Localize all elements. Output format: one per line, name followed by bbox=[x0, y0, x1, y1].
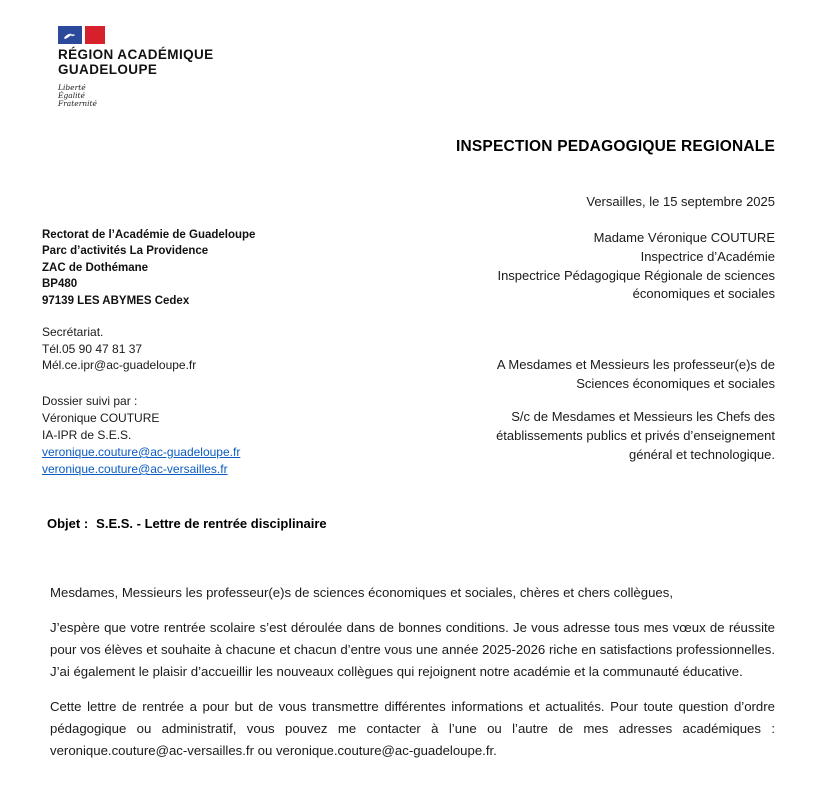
motto bbox=[58, 84, 214, 108]
letterhead bbox=[58, 26, 214, 108]
dossier-role: IA-IPR de S.E.S. bbox=[42, 428, 132, 442]
recipient-block bbox=[497, 229, 775, 304]
sender-address-block bbox=[42, 227, 255, 309]
flag-blue-block bbox=[58, 26, 82, 44]
addressee-block bbox=[497, 355, 775, 393]
secretariat-label: Secrétariat. bbox=[42, 325, 104, 339]
secretariat-block bbox=[42, 324, 196, 374]
marianne-flag-icon bbox=[58, 26, 105, 44]
body-paragraph-2: Cette lettre de rentrée a pour but de vous transmettre différentes informations et actualités. Pour toute question d’ordre pédagogique ou administratif, vous pouvez me contacter à l’une ou l’autre de mes adresses académiques : veronique.couture@ac-versailles.fr ou veronique.couture@ac-guadeloupe.fr. bbox=[50, 699, 775, 758]
sc-line: général et technologique. bbox=[628, 447, 775, 462]
sc-line: S/c de Mesdames et Messieurs les Chefs des bbox=[511, 409, 775, 424]
object-label: Objet : bbox=[47, 516, 89, 531]
sc-line: établissements publics et privés d’enseignement bbox=[496, 428, 775, 443]
recipient-line: économiques et sociales bbox=[632, 286, 775, 302]
sender-address-line: Parc d’activités La Providence bbox=[42, 245, 209, 258]
addressee-line: Sciences économiques et sociales bbox=[576, 376, 775, 391]
marianne-profile-icon bbox=[58, 26, 82, 44]
addressee-line: A Mesdames et Messieurs les professeur(e)s de bbox=[496, 357, 775, 372]
motto-fraternite: Fraternité bbox=[58, 99, 97, 108]
body-paragraph-1: J’espère que votre rentrée scolaire s’est déroulée dans de bonnes conditions. Je vous adresse tous mes vœux de réussite pour vos élèves et souhaite à chacune et chacun d’entre vous une année 2025-2026 riche en satisfactions professionnelles. J’ai également le plaisir d’accueillir les nouveaux collègues qui rejoignent notre académie et la communauté éducative. bbox=[50, 620, 775, 679]
secretariat-phone: Tél.05 90 47 81 37 bbox=[42, 341, 143, 356]
dossier-block bbox=[42, 393, 240, 478]
recipient-line: Inspectrice Pédagogique Régionale de sciences bbox=[497, 267, 775, 283]
recipient-line: Inspectrice d’Académie bbox=[640, 248, 775, 264]
email-link-guadeloupe[interactable]: veronique.couture@ac-guadeloupe.fr bbox=[42, 445, 241, 459]
sender-address-line: 97139 LES ABYMES Cedex bbox=[42, 294, 190, 307]
email-link-versailles[interactable]: veronique.couture@ac-versailles.fr bbox=[42, 462, 228, 476]
motto-egalite: Égalité bbox=[58, 91, 85, 100]
region-name-line2: GUADELOUPE bbox=[58, 61, 158, 77]
letter-body bbox=[50, 582, 775, 775]
dossier-label: Dossier suivi par : bbox=[42, 394, 138, 408]
place-date-line: Versailles, le 15 septembre 2025 bbox=[586, 194, 775, 209]
recipient-line: Madame Véronique COUTURE bbox=[593, 230, 775, 245]
region-name-line1: RÉGION ACADÉMIQUE bbox=[58, 47, 214, 62]
document-title: INSPECTION PEDAGOGIQUE REGIONALE bbox=[455, 138, 775, 155]
object-text: S.E.S. - Lettre de rentrée disciplinaire bbox=[96, 516, 327, 531]
sender-address-line: Rectorat de l’Académie de Guadeloupe bbox=[42, 229, 256, 241]
secretariat-email: Mél.ce.ipr@ac-guadeloupe.fr bbox=[42, 358, 197, 372]
object-line bbox=[47, 516, 327, 531]
sous-couvert-block bbox=[496, 407, 775, 464]
flag-red-block bbox=[85, 26, 105, 44]
greeting-line: Mesdames, Messieurs les professeur(e)s de sciences économiques et sociales, chères et chers collègues, bbox=[50, 585, 674, 600]
motto-liberte: Liberté bbox=[58, 83, 86, 92]
sender-address-line: ZAC de Dothémane bbox=[42, 261, 149, 274]
dossier-name: Véronique COUTURE bbox=[42, 411, 160, 425]
sender-address-line: BP480 bbox=[42, 278, 78, 291]
